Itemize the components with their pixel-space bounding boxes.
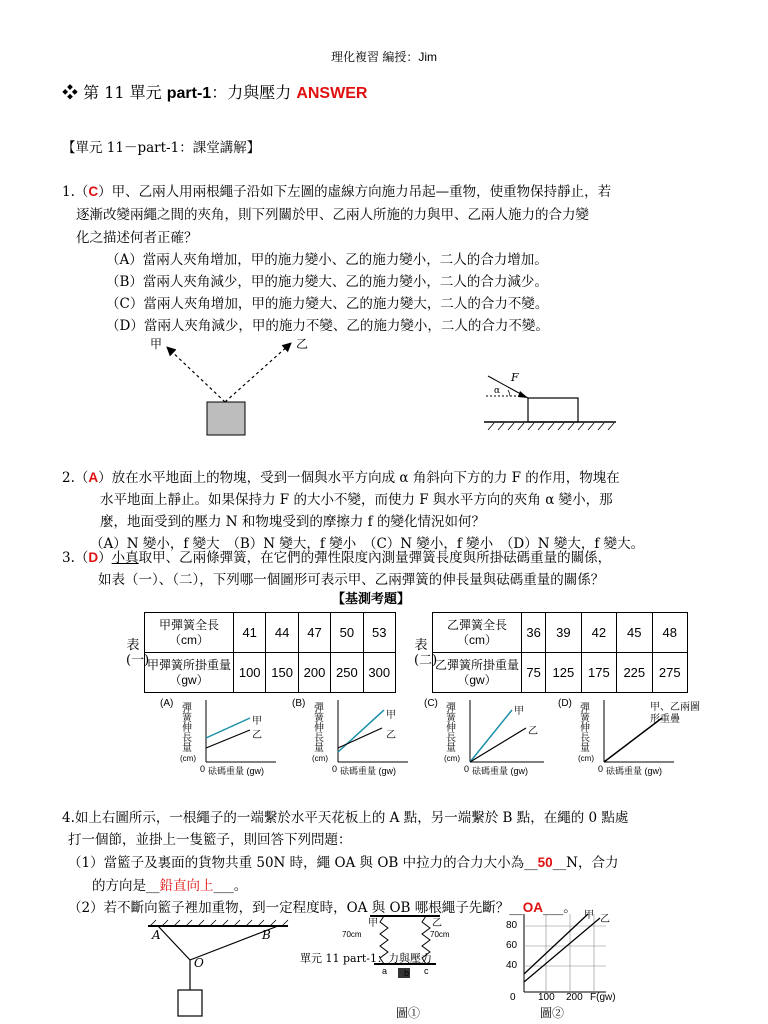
- table-2-cell: 225: [617, 653, 652, 693]
- q1-option-a: （A）當兩人夾角增加，甲的施力變小、乙的施力變小，二人的合力增加。: [106, 252, 548, 268]
- table-2-cell: 36: [522, 613, 546, 653]
- q1-option-d: （D）當兩人夾角減少，甲的施力不變、乙的施力變小，二人的合力不變。: [106, 318, 549, 334]
- unit-title: [62, 80, 367, 103]
- q3-close: ）: [98, 550, 112, 566]
- fig2-line-yi: [524, 918, 600, 982]
- fig2-yi: 乙: [600, 914, 610, 925]
- table-2-cell: 45: [617, 613, 652, 653]
- table-2-row2-head: 乙彈簧所掛重量（gw）: [433, 653, 522, 693]
- graph-d-overlap-label: 甲、乙兩圖形重疊: [650, 702, 700, 725]
- graph-a-origin: 0: [200, 764, 206, 774]
- table-2-cell: 75: [522, 653, 546, 693]
- fig2-x-unit: F(gw): [590, 992, 616, 1003]
- graph-c: [424, 698, 554, 780]
- fig2-y-40: 40: [506, 960, 518, 971]
- q2-line-2: 水平地面上靜止。如果保持力 F 的大小不變，而使力 F 與水平方向的夾角 α 變小，那: [100, 492, 613, 508]
- fig2-line-jia: [524, 914, 588, 974]
- graph-b-yi: 乙: [386, 730, 396, 741]
- fig2-jia: 甲: [584, 910, 594, 921]
- title-answer: ANSWER: [296, 85, 368, 102]
- graph-a-plot: [200, 698, 280, 766]
- q2-line-3: 麼，地面受到的壓力 N 和物塊受到的摩擦力 f 的變化情況如何？: [100, 514, 485, 530]
- graph-c-line-yi: [470, 728, 526, 762]
- table-1-row2-head: 甲彈簧所掛重量（gw）: [145, 653, 234, 693]
- q1-line-1: [62, 180, 611, 200]
- q3-number: 3.（: [62, 550, 89, 566]
- table-1-cell: 200: [298, 653, 330, 693]
- q3-name: 小真: [111, 550, 139, 566]
- graph-b-plot: [332, 698, 412, 766]
- table-2-cell: 42: [581, 613, 616, 653]
- fig1-len-a: 70cm: [342, 930, 362, 939]
- graph-b-yunit: (cm): [312, 754, 328, 763]
- rope-jia: [168, 348, 225, 402]
- graph-a-ylabel: 彈簧伸長量: [182, 703, 192, 754]
- q2-text-1: 放在水平地面上的物塊，受到一個與水平方向成 α 角斜向下方的力 F 的作用，物塊在: [111, 470, 620, 486]
- q1-answer: C: [88, 184, 99, 199]
- graph-d-yunit: (cm): [578, 754, 594, 763]
- q4-line-2: 打一個節，並掛上一隻籃子，則回答下列問題：: [68, 832, 352, 848]
- q2-number: 2.（: [62, 470, 89, 486]
- q4-p2-end: ___。: [543, 900, 577, 916]
- table-1-cell: 50: [331, 613, 363, 653]
- graph-a-line-yi: [206, 730, 250, 748]
- q4-p1-dir-answer: 鉛直向上: [159, 878, 214, 894]
- q1-label-jia: 甲: [150, 337, 163, 351]
- graph-b-origin: 0: [332, 764, 338, 774]
- q1-text-1: 甲、乙兩人用兩根繩子沿如下左圖的虛線方向施力吊起—重物，使重物保持靜止，若: [111, 184, 612, 200]
- q1-line-2: 逐漸改變兩繩之間的夾角，則下列關於甲、乙兩人所施的力與甲、乙兩人施力的合力變: [76, 207, 589, 223]
- graph-d: [558, 698, 708, 780]
- q2-answer: A: [88, 470, 99, 485]
- table-2-cell: 39: [546, 613, 581, 653]
- page-header: 理化複習 編授：Jim: [331, 50, 437, 64]
- q2-block-figure: [480, 368, 620, 434]
- table-1-cell: 44: [266, 613, 298, 653]
- graph-b-label: (B): [292, 698, 306, 709]
- table-1-cell: 250: [331, 653, 363, 693]
- q4-rope-figure: [138, 918, 298, 1022]
- q1-number: 1.（: [62, 184, 89, 200]
- title-prefix: 第 11 單元: [83, 83, 162, 102]
- table-2-cell: 175: [581, 653, 616, 693]
- fig1-yi: 乙: [432, 918, 442, 929]
- table-2-cell: 125: [546, 653, 581, 693]
- table-2-cell: 48: [652, 613, 687, 653]
- table-1-cell: 47: [298, 613, 330, 653]
- fig1-len-b: 70cm: [430, 930, 450, 939]
- q4-p1-answer: 50: [537, 855, 553, 870]
- section-heading: 【單元 11－part-1：課堂講解】: [62, 140, 261, 156]
- fig1-bar-c: c: [424, 966, 429, 976]
- figure-2-caption: 圖②: [540, 1006, 565, 1020]
- figure-2-graph: [510, 912, 610, 1000]
- graph-d-xlabel: 砝碼重量 (gw): [606, 766, 662, 776]
- graph-c-xlabel: 砝碼重量 (gw): [472, 766, 528, 776]
- graph-b-line-jia: [338, 710, 384, 752]
- graph-b: [292, 698, 412, 780]
- graph-d-ylabel: 彈簧伸長量: [580, 703, 590, 754]
- table-2-label: 表(二): [414, 638, 438, 668]
- table-1-cell: 150: [266, 653, 298, 693]
- fig1-bar-b: b: [404, 968, 410, 978]
- fig2-x-100: 100: [538, 992, 555, 1003]
- graph-c-yi: 乙: [528, 726, 538, 737]
- table-2-cell: 275: [652, 653, 687, 693]
- q1-label-yi: 乙: [296, 337, 309, 351]
- q4-p1-dir-text: 的方向是__: [92, 878, 160, 894]
- graph-d-origin: 0: [598, 764, 604, 774]
- graph-c-label: (C): [424, 698, 438, 709]
- table-1-cell: 300: [363, 653, 395, 693]
- rope-oa: [158, 926, 190, 960]
- q3-text-1: 取甲、乙兩條彈簧，在它們的彈性限度內測量彈簧長度與所掛砝碼重量的關係，: [138, 550, 612, 566]
- q4-label-B: B: [262, 928, 271, 942]
- graph-c-plot: [464, 698, 554, 766]
- graph-b-ylabel: 彈簧伸長量: [314, 703, 324, 754]
- graph-a-xlabel: 砝碼重量 (gw): [208, 766, 264, 776]
- q4-part-1: [68, 851, 618, 871]
- q4-p1-dir-end: ___。: [213, 878, 248, 894]
- graph-a-jia: 甲: [252, 716, 262, 727]
- table-1: [144, 612, 396, 693]
- graph-a: [160, 698, 280, 780]
- q2-label-alpha: α: [494, 386, 501, 396]
- q4-part-1-direction: [92, 874, 247, 894]
- q4-p1-text-b: __N，合力: [552, 855, 619, 871]
- fig2-x-200: 200: [566, 992, 583, 1003]
- bullet-icon: ❖: [62, 83, 79, 102]
- fig1-jia: 甲: [368, 918, 378, 929]
- q2-label-F: F: [511, 371, 519, 384]
- fig2-x-0: 0: [510, 992, 516, 1003]
- q1-option-b: （B）當兩人夾角減少，甲的施力變大、乙的施力變小，二人的合力減少。: [106, 274, 548, 290]
- q2-close: ）: [98, 470, 112, 486]
- table-1-cell: 41: [234, 613, 266, 653]
- rope-yi: [225, 344, 290, 402]
- table-1-row1-head: 甲彈簧全長（cm）: [145, 613, 234, 653]
- q4-p2-answer: OA: [522, 900, 544, 915]
- graph-c-line-jia: [470, 710, 512, 762]
- q2-line-1: [62, 466, 620, 486]
- basket: [178, 990, 202, 1016]
- graph-a-label: (A): [160, 698, 174, 709]
- q3-option-graphs: [0, 698, 768, 780]
- q3-answer: D: [88, 550, 99, 565]
- graph-a-yunit: (cm): [180, 754, 196, 763]
- q1-line-3: 化之描述何者正確？: [76, 230, 198, 246]
- q2-options: （A）N 變小，f 變大 （B）N 變大，f 變小 （C）N 變小，f 變小 （D）N 變大，f 變大。: [90, 536, 645, 552]
- table-1-cell: 53: [363, 613, 395, 653]
- graph-c-origin: 0: [464, 764, 470, 774]
- title-part: part-1: [166, 85, 212, 102]
- graph-d-label: (D): [558, 698, 572, 709]
- graph-a-yi: 乙: [252, 730, 262, 741]
- table-1-label: 表(一): [126, 638, 150, 668]
- title-subject: ：力與壓力: [211, 83, 292, 102]
- q3-line-2: 如表（一）、（二），下列哪一個圖形可表示甲、乙兩彈簧的伸長量與砝碼重量的關係？: [98, 572, 605, 588]
- graph-c-ylabel: 彈簧伸長量: [446, 703, 456, 754]
- q4-line-1: 4.如上右圖所示，一根繩子的一端繫於水平天花板上的 A 點，另一端繫於 B 點，在繩的 0 點處: [62, 810, 629, 826]
- q4-label-O: O: [194, 956, 204, 970]
- q1-close: ）: [98, 184, 112, 200]
- graph-a-line-jia: [206, 718, 250, 738]
- q4-p1-text: （1）當籃子及裏面的貨物共重 50N 時，繩 OA 與 OB 中拉力的合力大小為__: [68, 855, 538, 871]
- table-2-row1-head: 乙彈簧全長（cm）: [433, 613, 522, 653]
- weight-box: [207, 402, 245, 435]
- q4-p2-text: （2）若不斷向籃子裡加重物，到一定程度時，OA 與 OB 哪根繩子先斷？__: [68, 900, 523, 916]
- table-2: [432, 612, 688, 693]
- graph-b-xlabel: 砝碼重量 (gw): [340, 766, 396, 776]
- fig1-bar-a: a: [382, 966, 388, 976]
- figure-1-caption: 圖①: [396, 1006, 421, 1020]
- graph-c-jia: 甲: [514, 706, 524, 717]
- graph-b-jia: 甲: [386, 710, 396, 721]
- fig2-y-80: 80: [506, 920, 518, 931]
- q3-line-1: [62, 546, 611, 566]
- q4-label-A: A: [152, 928, 161, 942]
- q1-option-c: （C）當兩人夾角增加，甲的施力變大、乙的施力變大，二人的合力不變。: [106, 296, 549, 312]
- graph-c-yunit: (cm): [444, 754, 460, 763]
- q4-part-2: [68, 896, 577, 916]
- q3-source: 【基測考題】: [332, 592, 411, 607]
- page-footer: 單元 11 part-1：力與壓力: [300, 952, 432, 965]
- block: [528, 398, 578, 422]
- fig2-y-60: 60: [506, 940, 518, 951]
- table-1-cell: 100: [234, 653, 266, 693]
